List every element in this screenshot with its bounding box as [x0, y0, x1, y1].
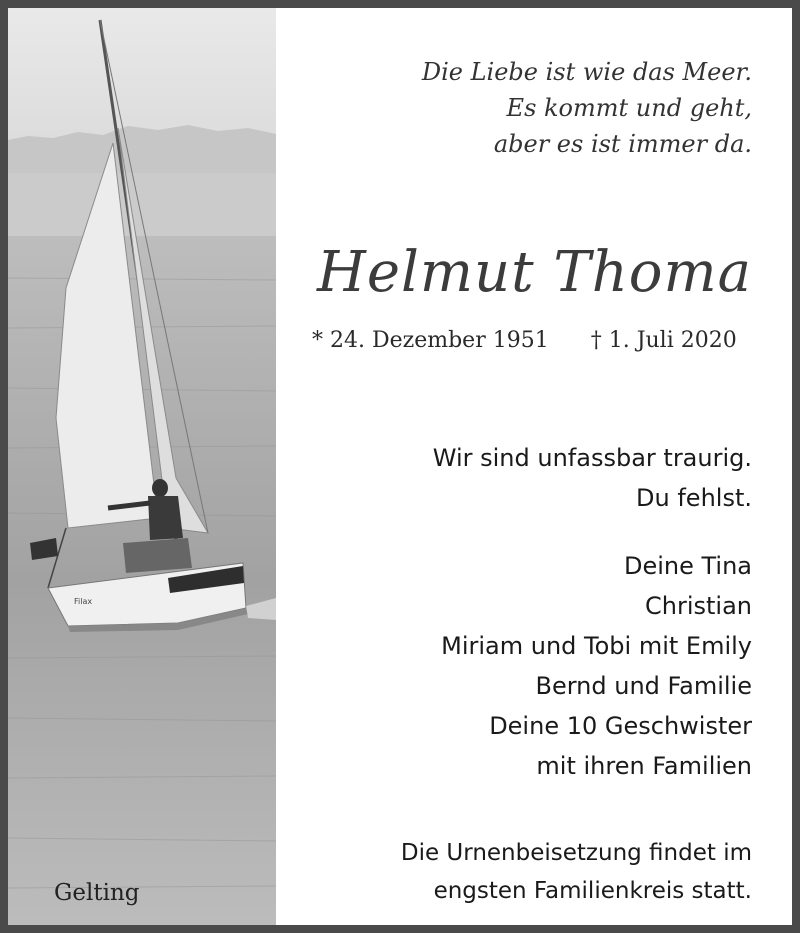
- mourner-line: Bernd und Familie: [535, 672, 752, 700]
- message-line: Du fehlst.: [636, 484, 752, 512]
- sailboat-photo: [8, 8, 276, 925]
- funeral-note: [401, 834, 752, 910]
- life-dates: [312, 328, 737, 353]
- grief-message: [433, 438, 752, 518]
- message-line: Wir sind unfassbar traurig.: [432, 444, 752, 472]
- boat-name-label: Filax: [74, 597, 93, 606]
- mourner-line: Deine Tina: [623, 552, 752, 580]
- mourners-list: [441, 546, 752, 786]
- quote-line: Es kommt und geht,: [506, 94, 752, 122]
- mourner-line: Deine 10 Geschwister: [489, 712, 752, 740]
- quote-line: aber es ist immer da.: [493, 130, 752, 158]
- note-line: Die Urnenbeisetzung findet im: [400, 840, 752, 866]
- mourner-line: Christian: [644, 592, 752, 620]
- note-line: engsten Familienkreis statt.: [433, 878, 752, 904]
- death-date: † 1. Juli 2020: [590, 328, 737, 353]
- mourner-line: Miriam und Tobi mit Emily: [441, 632, 752, 660]
- memorial-quote: [422, 54, 752, 162]
- birth-date: * 24. Dezember 1951: [312, 328, 549, 353]
- mourner-line: mit ihren Familien: [536, 752, 752, 780]
- quote-line: Die Liebe ist wie das Meer.: [421, 58, 752, 86]
- deceased-name: Helmut Thoma: [317, 240, 752, 305]
- place-name: Gelting: [54, 880, 140, 906]
- obituary-text-panel: [290, 8, 752, 925]
